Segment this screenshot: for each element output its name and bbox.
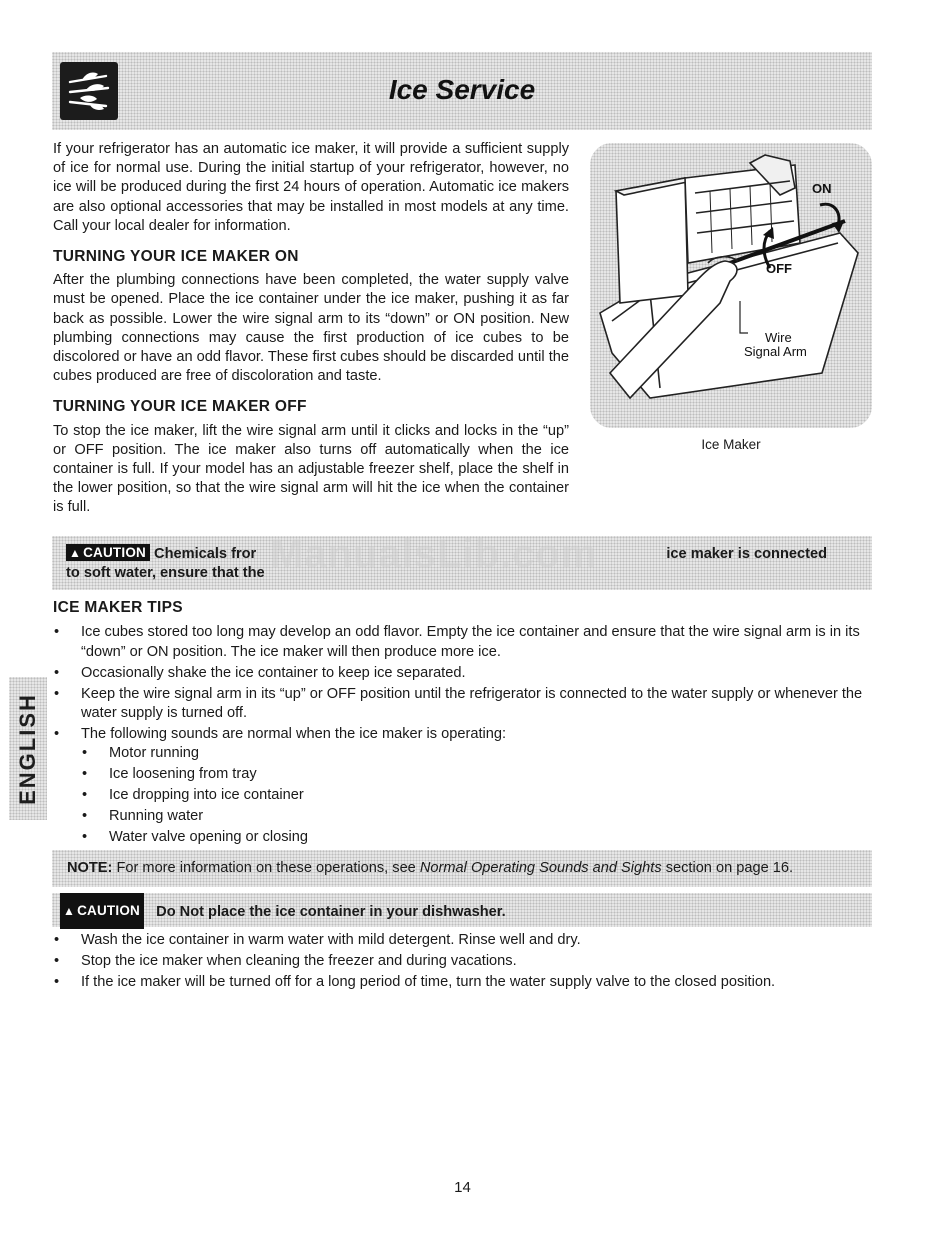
figure-caption: Ice Maker (701, 437, 761, 452)
list-item: • Wash the ice container in warm water with mild detergent. Rinse well and dry. (81, 931, 876, 951)
caution-line-2: to soft water, ensure that the (66, 565, 265, 581)
caution-line-1 (66, 544, 827, 562)
warning-icon: ▲ (69, 546, 82, 560)
section-header (52, 52, 872, 130)
intro-paragraph: If your refrigerator has an automatic ice maker, it will provide a sufficient supply of ice for normal use. During the initial startup of your refrigerator, however, no ice will be produced during the first 24 hours of operation. Automatic ice makers are also optional accessories that may be installed in most models at any time. Call your local dealer for information. (53, 141, 569, 234)
caution-text: Do Not place the ice container in your dishwasher. (156, 904, 506, 920)
label-wire: Wire (765, 330, 792, 345)
turning-on-text: After the plumbing connections have been completed, the water supply valve must be opened. Place the ice container under the ice maker, pushing it as far back as possible. Lower the wire signal arm to its “down” or ON position. New plumbing connections may cause the first production of ice cubes to be discolored or have an odd flavor. These first cubes should be discarded until the cubes produced are free of discoloration and taste. (53, 272, 569, 385)
cleaning-list (81, 931, 876, 994)
caution-badge: ▲ CAUTION (66, 544, 150, 561)
tips-heading: ICE MAKER TIPS (53, 599, 183, 616)
label-on: ON (812, 181, 832, 196)
note-box (52, 850, 872, 887)
list-item: • Ice cubes stored too long may develop an odd flavor. Empty the ice container and ensure that the wire signal arm is in its “down” or ON position. The ice maker will then produce more ice. (81, 623, 876, 662)
note-text: For more information on these operations, see (116, 860, 416, 876)
list-item: • Stop the ice maker when cleaning the freezer and during vacations. (81, 952, 876, 972)
note-reference: Normal Operating Sounds and Sights (419, 860, 662, 876)
sounds-list (109, 744, 709, 849)
turning-off-heading: TURNING YOUR ICE MAKER OFF (53, 398, 307, 416)
list-item: • Occasionally shake the ice container to keep ice separated. (81, 664, 876, 684)
list-item: • If the ice maker will be turned off for a long period of time, turn the water supply valve to the closed position. (81, 973, 876, 993)
warning-icon: ▲ (63, 904, 76, 918)
list-item: • Keep the wire signal arm in its “up” or OFF position until the refrigerator is connected to the water supply or whenever the water supply is turned off. (81, 685, 876, 724)
tips-list (81, 623, 876, 746)
list-item: • Ice dropping into ice container (109, 786, 709, 806)
intro-column (53, 140, 569, 518)
page-title: Ice Service (388, 74, 536, 105)
caution-box-dishwasher (52, 893, 872, 927)
caution-text-start: Chemicals fror (154, 546, 257, 562)
turning-off-text: To stop the ice maker, lift the wire signal arm until it clicks and locks in the “up” or OFF position. The ice maker also turns off automatically when the ice container is full. If your model has an adjustable freezer shelf, place the shelf in the lower position, so that the wire signal arm will hit the ice when the container is full. (53, 422, 569, 516)
language-tab-label: ENGLISH (15, 692, 40, 805)
list-item: • Ice loosening from tray (109, 765, 709, 785)
list-item: • Running water (109, 807, 709, 827)
page-number: 14 (454, 1179, 471, 1196)
label-signal-arm: Signal Arm (744, 344, 807, 359)
list-item: • Water valve opening or closing (109, 828, 709, 848)
leaves-logo-icon (60, 62, 118, 120)
caution-text-end: ice maker is connected (666, 546, 827, 562)
list-item: • Motor running (109, 744, 709, 764)
turning-on-heading: TURNING YOUR ICE MAKER ON (53, 248, 299, 266)
caution-box-chemicals (52, 536, 872, 590)
ice-maker-illustration (590, 143, 872, 428)
caution-badge: ▲ CAUTION (60, 893, 144, 929)
watermark: ManualsLib.com (270, 532, 598, 576)
note-text-end: section on page 16. (665, 860, 794, 876)
list-item: • The following sounds are normal when the ice maker is operating: (81, 725, 876, 745)
label-off: OFF (766, 261, 792, 276)
language-tab (9, 677, 47, 820)
note-label: NOTE: (67, 860, 113, 876)
on-arrow-shape (820, 204, 839, 225)
